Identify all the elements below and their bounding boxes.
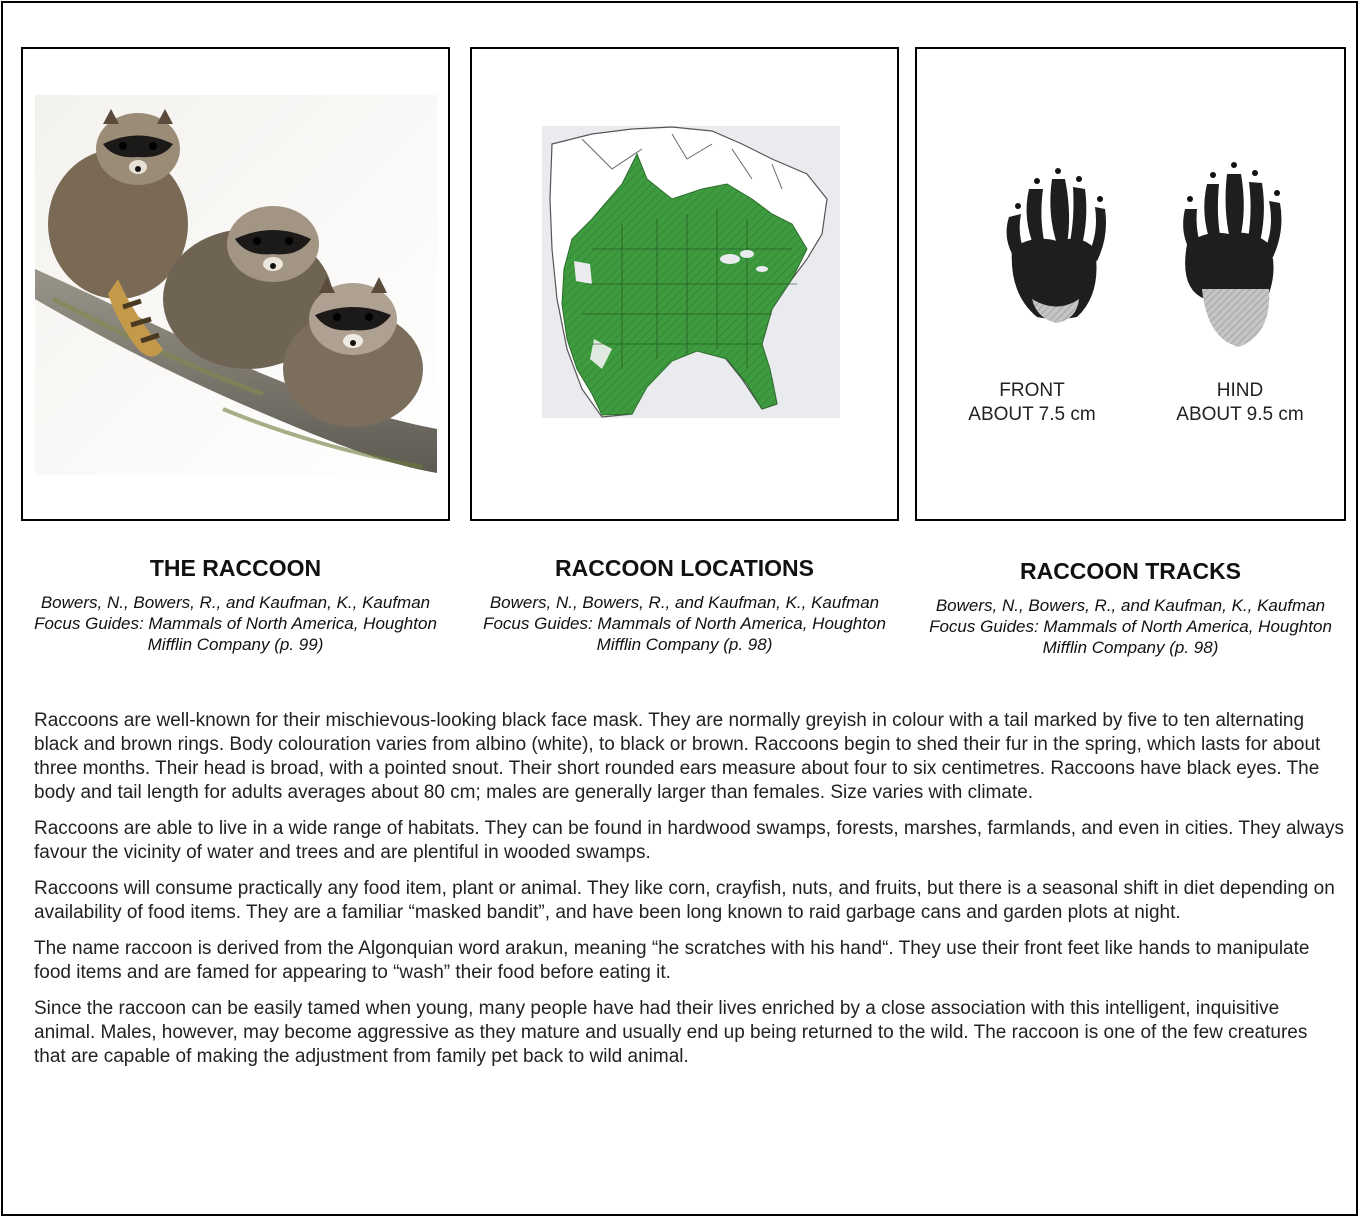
caption-raccoon — [21, 555, 450, 655]
front-track-label — [947, 379, 1117, 427]
figure-title: THE RACCOON — [149, 555, 322, 581]
paragraph: Raccoons will consume practically any food item, plant or animal. They like corn, crayfish, nuts, and fruits, but there is a seasonal shift in diet depending on availability of food items. They are a familiar “masked bandit”, and have been long known to raid garbage cans and garden plots at night. — [34, 878, 1335, 923]
article-body — [34, 709, 1344, 1081]
paragraph: The name raccoon is derived from the Algonquian word arakun, meaning “he scratches with his hand“. They use their front feet like hands to manipulate food items and are famed for appearing to “wash” their food before eating it. — [34, 938, 1310, 983]
caption-tracks — [915, 558, 1346, 658]
paragraph: Since the raccoon can be easily tamed when young, many people have had their lives enriched by a close association with this intelligent, inquisitive animal. Males, however, may become aggressive as they mature and usually end up being returned to the wild. The raccoon is one of the few creatures that are capable of making the adjustment from family pet back to wild animal. — [34, 998, 1308, 1067]
paragraph: Raccoons are able to live in a wide range of habitats. They can be found in hardwood swamps, forests, marshes, farmlands, and even in cities. They always favour the vicinity of water and trees and are plentiful in wooded swamps. — [34, 818, 1344, 863]
track-diagram — [917, 49, 1344, 519]
range-map-frame — [470, 47, 899, 521]
figure-credit: Bowers, N., Bowers, R., and Kaufman, K., Kaufman Focus Guides: Mammals of North America, Houghton Mifflin Company (p. 98) — [929, 596, 1332, 657]
tracks-frame — [915, 47, 1346, 521]
figure-credit: Bowers, N., Bowers, R., and Kaufman, K., Kaufman Focus Guides: Mammals of North America, Houghton Mifflin Company (p. 99) — [34, 593, 437, 654]
front-track-size: ABOUT 7.5 cm — [968, 404, 1096, 425]
hind-track-size: ABOUT 9.5 cm — [1176, 404, 1304, 425]
caption-locations — [470, 555, 899, 655]
figure-title: RACCOON LOCATIONS — [555, 555, 814, 581]
range-map — [472, 49, 897, 519]
document-sheet — [1, 1, 1358, 1216]
hind-track-icon — [1183, 162, 1281, 347]
hind-track-label — [1155, 379, 1325, 427]
figure-credit: Bowers, N., Bowers, R., and Kaufman, K., Kaufman Focus Guides: Mammals of North America, Houghton Mifflin Company (p. 98) — [483, 593, 886, 654]
front-track-name: FRONT — [999, 380, 1065, 401]
front-track-icon — [1007, 168, 1106, 323]
raccoon-photo — [23, 49, 448, 519]
figure-title: RACCOON TRACKS — [1019, 558, 1242, 584]
hind-track-name: HIND — [1216, 380, 1264, 401]
paragraph: Raccoons are well-known for their mischievous-looking black face mask. They are normally greyish in colour with a tail marked by five to ten alternating black and brown rings. Body colouration varies from albino (white), to black or brown. Raccoons begin to shed their fur in the spring, which lasts for about three months. Their head is broad, with a pointed snout. Their short rounded ears measure about four to six centimetres. Raccoons have black eyes. The body and tail length for adults averages about 80 cm; males are generally larger than females. Size varies with climate. — [34, 710, 1321, 803]
raccoon-photo-frame — [21, 47, 450, 521]
